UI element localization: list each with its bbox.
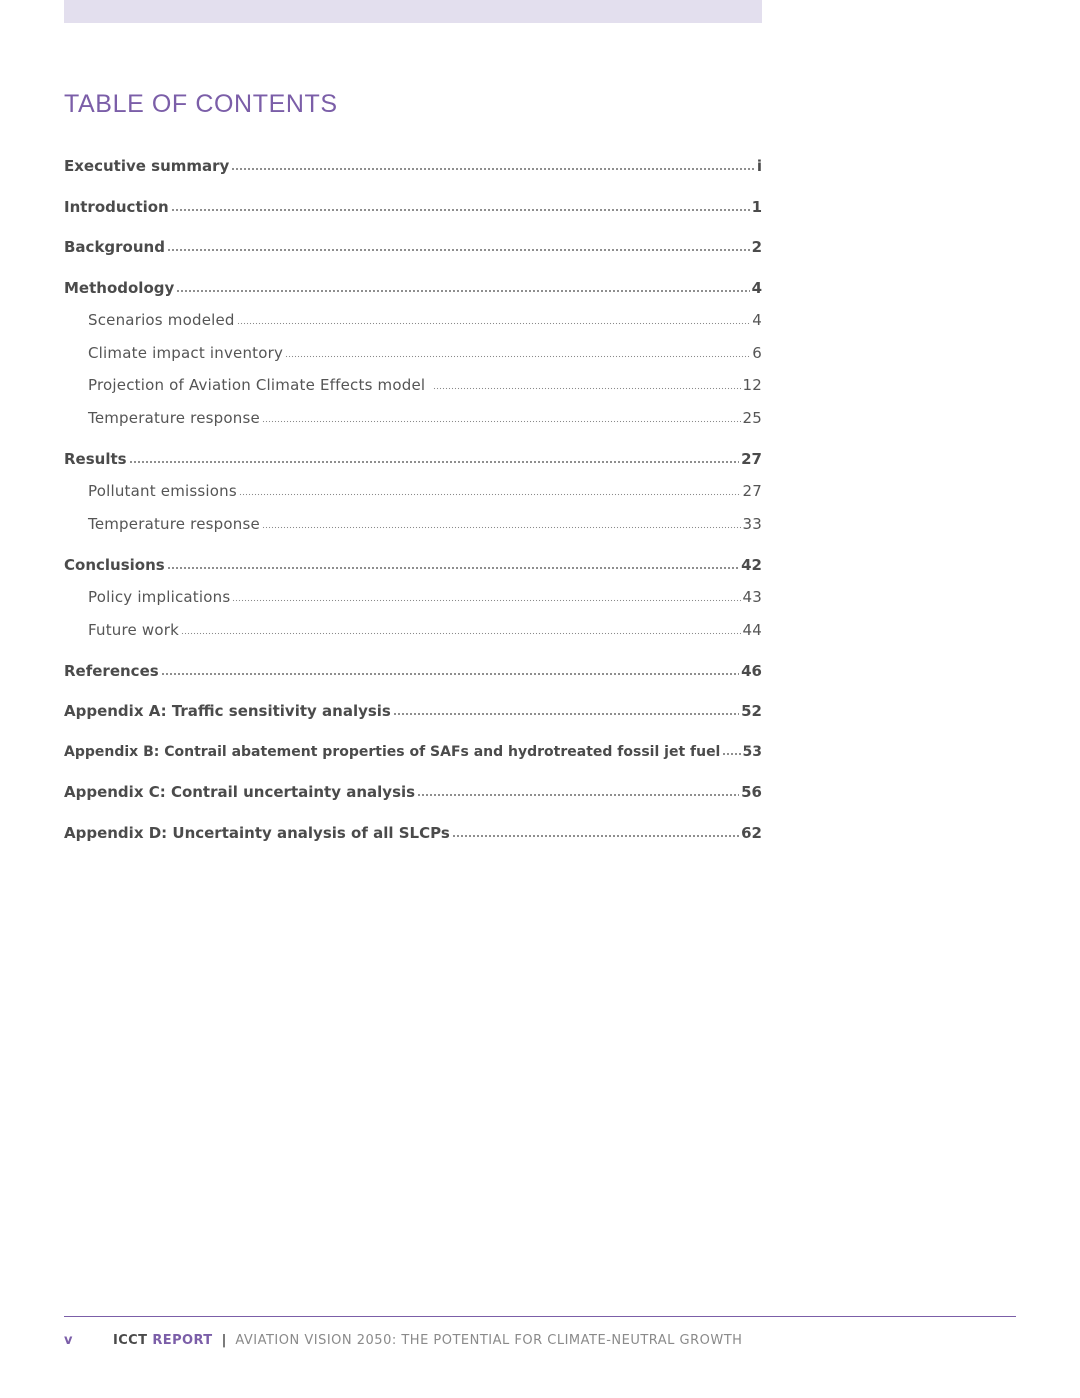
toc-entry-page: 2: [751, 238, 762, 256]
footer-brand-report: REPORT: [152, 1333, 213, 1348]
footer-brand: ICCT: [113, 1333, 148, 1348]
toc-entry-page: 42: [741, 556, 762, 574]
toc-entry-label: Climate impact inventory: [88, 344, 284, 362]
toc-entry[interactable]: [64, 704, 762, 719]
dot-leader: [181, 632, 740, 635]
toc-entry-page: 25: [742, 409, 762, 427]
dot-leader: [417, 793, 739, 797]
toc-entry-label: Appendix D: Uncertainty analysis of all SLCPs: [64, 824, 450, 842]
dot-leader: [239, 493, 741, 496]
toc-entry[interactable]: [64, 159, 762, 174]
toc-entry-page: 6: [752, 344, 762, 362]
dot-leader: [171, 208, 750, 212]
toc-subentry[interactable]: [88, 411, 762, 426]
dot-leader: [167, 566, 739, 570]
toc-entry-page: i: [756, 157, 762, 175]
dot-leader: [232, 599, 740, 602]
toc-entry-label: Scenarios modeled: [88, 311, 235, 329]
toc-subentry[interactable]: [88, 378, 762, 393]
toc-entry-label: Policy implications: [88, 588, 231, 606]
toc-entry-page: 4: [752, 311, 762, 329]
dot-leader: [262, 420, 741, 423]
toc-entry-page: 52: [741, 702, 762, 720]
toc-entry-label: Results: [64, 450, 127, 468]
dot-leader: [433, 387, 740, 390]
toc-entry[interactable]: [64, 558, 762, 573]
toc-subentry[interactable]: [88, 313, 762, 328]
dot-leader: [285, 355, 750, 358]
toc-entry-page: 27: [742, 482, 762, 500]
toc-entry-label: Methodology: [64, 279, 175, 297]
page-title: TABLE OF CONTENTS: [64, 90, 338, 118]
toc-entry-label: Executive summary: [64, 157, 230, 175]
dot-leader: [176, 289, 749, 293]
footer-page-number: v: [64, 1333, 73, 1348]
footer-document-title: AVIATION VISION 2050: THE POTENTIAL FOR CLIMATE-NEUTRAL GROWTH: [235, 1333, 743, 1348]
footer-separator: |: [221, 1333, 227, 1348]
toc-subentry[interactable]: [88, 346, 762, 361]
toc-entry-page: 1: [751, 198, 762, 216]
toc-entry-label: Appendix C: Contrail uncertainty analysis: [64, 783, 416, 801]
toc-entry-label: Temperature response: [88, 409, 260, 427]
dot-leader: [393, 712, 739, 716]
dot-leader: [129, 460, 740, 464]
toc-entry-label: Appendix B: Contrail abatement properties of SAFs and hydrotreated fossil jet fuel: [64, 744, 721, 760]
header-band: [64, 0, 762, 23]
toc-entry-label: Background: [64, 238, 165, 256]
toc-subentry[interactable]: [88, 517, 762, 532]
dot-leader: [237, 322, 751, 325]
toc-entry[interactable]: [64, 240, 762, 255]
dot-leader: [262, 526, 741, 529]
toc-entry-label: Conclusions: [64, 556, 165, 574]
toc-entry-page: 12: [742, 376, 762, 394]
toc-entry-label: References: [64, 662, 159, 680]
dot-leader: [231, 167, 755, 171]
toc-entry-label: Temperature response: [88, 515, 260, 533]
toc-entry-label: Pollutant emissions: [88, 482, 237, 500]
toc-subentry[interactable]: [88, 590, 762, 605]
toc-entry[interactable]: [64, 826, 762, 841]
toc-entry-label: Projection of Aviation Climate Effects model: [88, 376, 426, 394]
toc-subentry[interactable]: [88, 484, 762, 499]
toc-subentry[interactable]: [88, 623, 762, 638]
toc-entry-page: 4: [751, 279, 762, 297]
dot-leader: [161, 672, 739, 676]
toc-entry[interactable]: [64, 452, 762, 467]
toc-entry-label: Future work: [88, 621, 180, 639]
toc-entry-label: Appendix A: Traffic sensitivity analysis: [64, 702, 391, 720]
toc-entry[interactable]: [64, 745, 762, 759]
page-footer: [64, 1334, 742, 1347]
dot-leader: [167, 248, 750, 252]
toc-entry-page: 44: [742, 621, 762, 639]
toc-entry[interactable]: [64, 785, 762, 800]
toc-entry-page: 33: [742, 515, 762, 533]
toc-entry-page: 62: [741, 824, 762, 842]
dot-leader: [722, 752, 740, 756]
toc-entry-page: 27: [741, 450, 762, 468]
toc-entry[interactable]: [64, 200, 762, 215]
toc-entry-page: 53: [742, 744, 762, 760]
toc-entry-page: 46: [741, 662, 762, 680]
dot-leader: [452, 834, 739, 838]
footer-divider: [64, 1316, 1016, 1317]
toc-entry[interactable]: [64, 664, 762, 679]
toc-entry-label: Introduction: [64, 198, 169, 216]
toc-entry-page: 43: [742, 588, 762, 606]
toc-entry[interactable]: [64, 281, 762, 296]
toc-entry-page: 56: [741, 783, 762, 801]
